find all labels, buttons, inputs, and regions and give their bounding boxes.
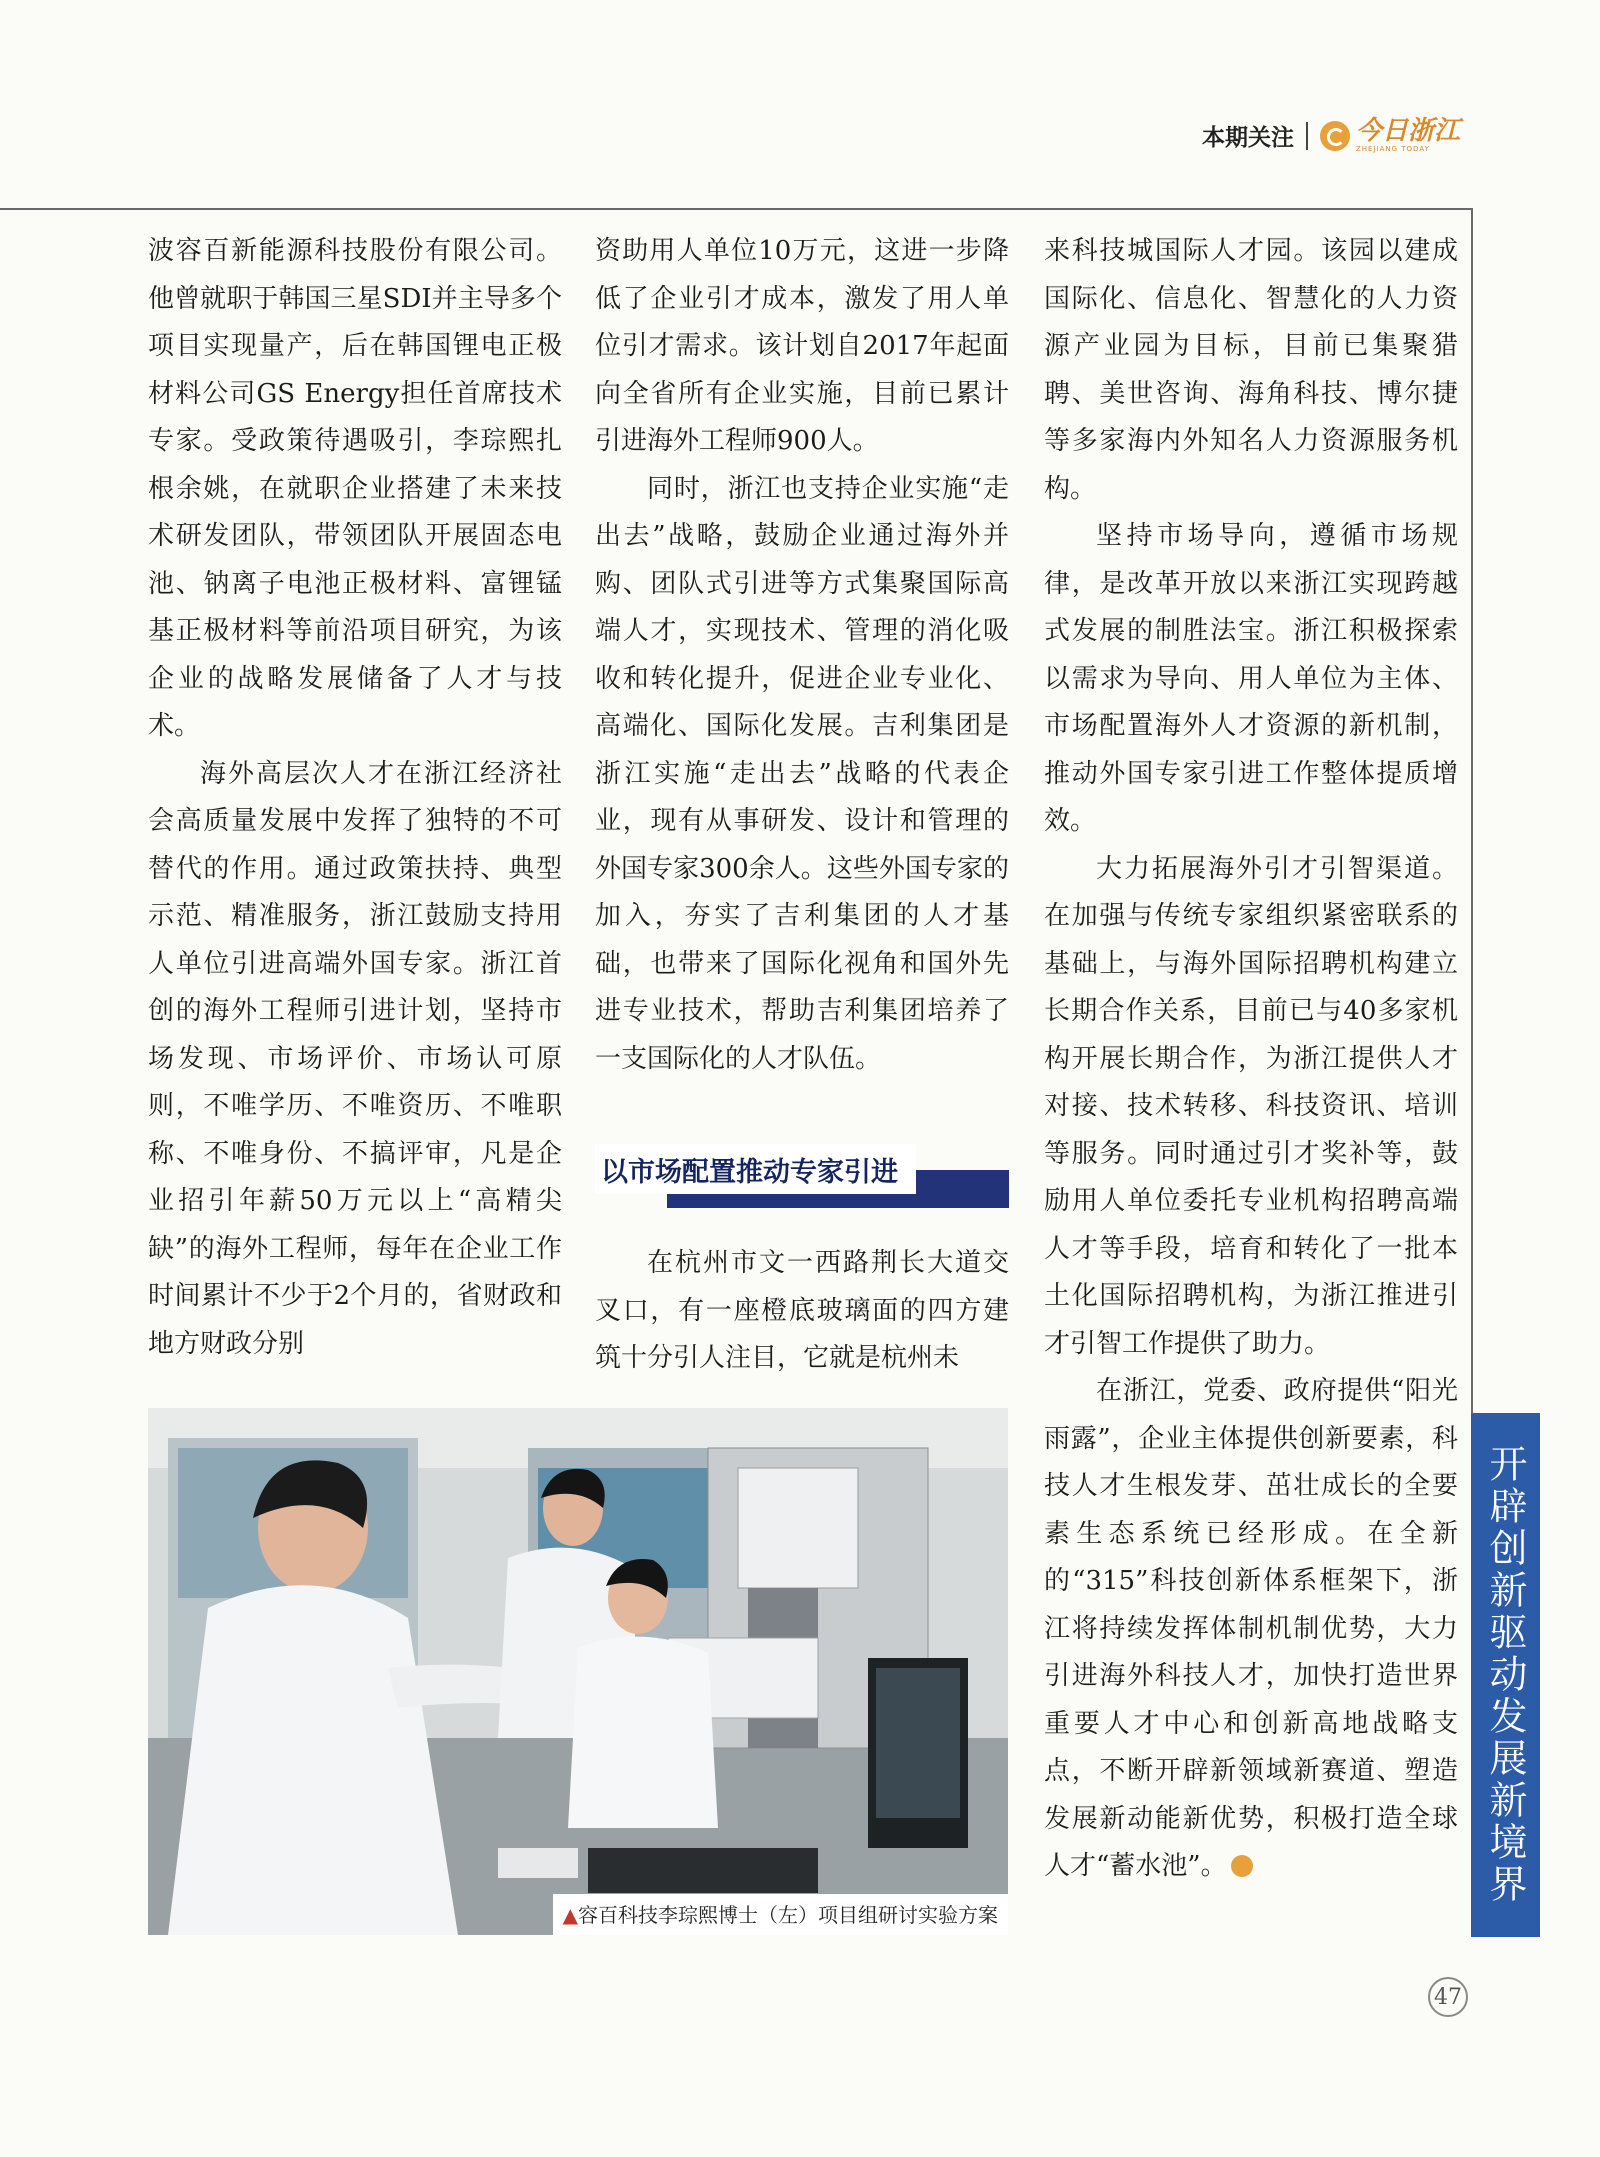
paragraph: 资助用人单位10万元，这进一步降低了企业引才成本，激发了用人单位引才需求。该计划自2017年起面向全省所有企业实施，目前已累计引进海外工程师900人。 xyxy=(595,236,1009,456)
right-rule xyxy=(1471,208,1473,1418)
text-column-1 xyxy=(148,228,562,1368)
text-column-3 xyxy=(1044,228,1458,1891)
header-divider xyxy=(1306,122,1308,150)
logo-icon xyxy=(1320,121,1350,151)
text-column-2 xyxy=(595,228,1009,1083)
page-header xyxy=(1202,118,1460,153)
paragraph: 同时，浙江也支持企业实施“走出去”战略，鼓励企业通过海外并购、团队式引进等方式集聚国际高端人才，实现技术、管理的消化吸收和转化提升，促进企业专业化、高端化、国际化发展。吉利集团是浙江实施“走出去”战略的代表企业，现有从事研发、设计和管理的外国专家300余人。这些外国专家的加入，夯实了吉利集团的人才基础，也带来了国际化视角和国外先进专业技术，帮助吉利集团培养了一支国际化的人才队伍。 xyxy=(595,473,1009,1074)
lab-photo-illustration xyxy=(148,1408,1008,1935)
caption-triangle-icon: ▲ xyxy=(562,1903,578,1927)
paragraph: 在杭州市文一西路荆长大道交叉口，有一座橙底玻璃面的四方建筑十分引人注目，它就是杭州未 xyxy=(595,1248,1009,1373)
paragraph: 海外高层次人才在浙江经济社会高质量发展中发挥了独特的不可替代的作用。通过政策扶持、典型示范、精准服务，浙江鼓励支持用人单位引进高端外国专家。浙江首创的海外工程师引进计划，坚持市场发现、市场评价、市场认可原则，不唯学历、不唯资历、不唯职称、不唯身份、不搞评审，凡是企业招引年薪50万元以上“高精尖缺”的海外工程师，每年在企业工作时间累计不少于2个月的，省财政和地方财政分别 xyxy=(148,758,562,1359)
text-column-2-continued xyxy=(595,1240,1009,1383)
top-rule xyxy=(0,208,1473,210)
end-mark-icon xyxy=(1231,1855,1253,1877)
photo-caption xyxy=(553,1894,1008,1935)
logo-text: 今日浙江 xyxy=(1355,116,1460,146)
paragraph xyxy=(1044,1368,1458,1891)
magazine-logo xyxy=(1320,118,1460,153)
paragraph-text: 在浙江，党委、政府提供“阳光雨露”，企业主体提供创新要素，科技人才生根发芽、茁壮成长的全要素生态系统已经形成。在全新的“315”科技创新体系框架下，浙江将持续发挥体制机制优势，大力引进海外科技人才，加快打造世界重要人才中心和创新高地战略支点，不断开辟新领域新赛道、塑造发展新动能新优势，积极打造全球人才“蓄水池”。 xyxy=(1044,1376,1458,1881)
section-name: 本期关注 xyxy=(1201,125,1294,151)
caption-text: 容百科技李琮熙博士（左）项目组研讨实验方案 xyxy=(578,1903,998,1927)
paragraph: 大力拓展海外引才引智渠道。在加强与传统专家组织紧密联系的基础上，与海外国际招聘机构建立长期合作关系，目前已与40多家机构开展长期合作，为浙江提供人才对接、技术转移、科技资讯、培训等服务。同时通过引才奖补等，鼓励用人单位委托专业机构招聘高端人才等手段，培育和转化了一批本土化国际招聘机构，为浙江推进引才引智工作提供了助力。 xyxy=(1044,853,1458,1359)
paragraph: 波容百新能源科技股份有限公司。他曾就职于韩国三星SDI并主导多个项目实现量产，后在韩国锂电正极材料公司GS Energy担任首席技术专家。受政策待遇吸引，李琮熙扎根余姚，在就职企业搭建了未来技术研发团队，带领团队开展固态电池、钠离子电池正极材料、富锂锰基正极材料等前沿项目研究，为该企业的战略发展储备了人才与技术。 xyxy=(148,236,562,741)
paragraph: 来科技城国际人才园。该园以建成国际化、信息化、智慧化的人力资源产业园为目标，目前已集聚猎聘、美世咨询、海角科技、博尔捷等多家海内外知名人力资源服务机构。 xyxy=(1044,236,1458,504)
side-banner-text: 开辟创新驱动发展新境界 xyxy=(1483,1444,1527,1906)
subheading-block xyxy=(595,1140,1009,1220)
page-number: 47 xyxy=(1428,1977,1468,2017)
subheading: 以市场配置推动专家引进 xyxy=(595,1144,916,1194)
paragraph: 坚持市场导向，遵循市场规律，是改革开放以来浙江实现跨越式发展的制胜法宝。浙江积极探索以需求为导向、用人单位为主体、市场配置海外人才资源的新机制，推动外国专家引进工作整体提质增效。 xyxy=(1044,521,1458,836)
lab-photo xyxy=(148,1408,1008,1935)
side-banner xyxy=(1471,1413,1540,1937)
logo-subtext: ZHEJIANG TODAY xyxy=(1355,145,1430,153)
